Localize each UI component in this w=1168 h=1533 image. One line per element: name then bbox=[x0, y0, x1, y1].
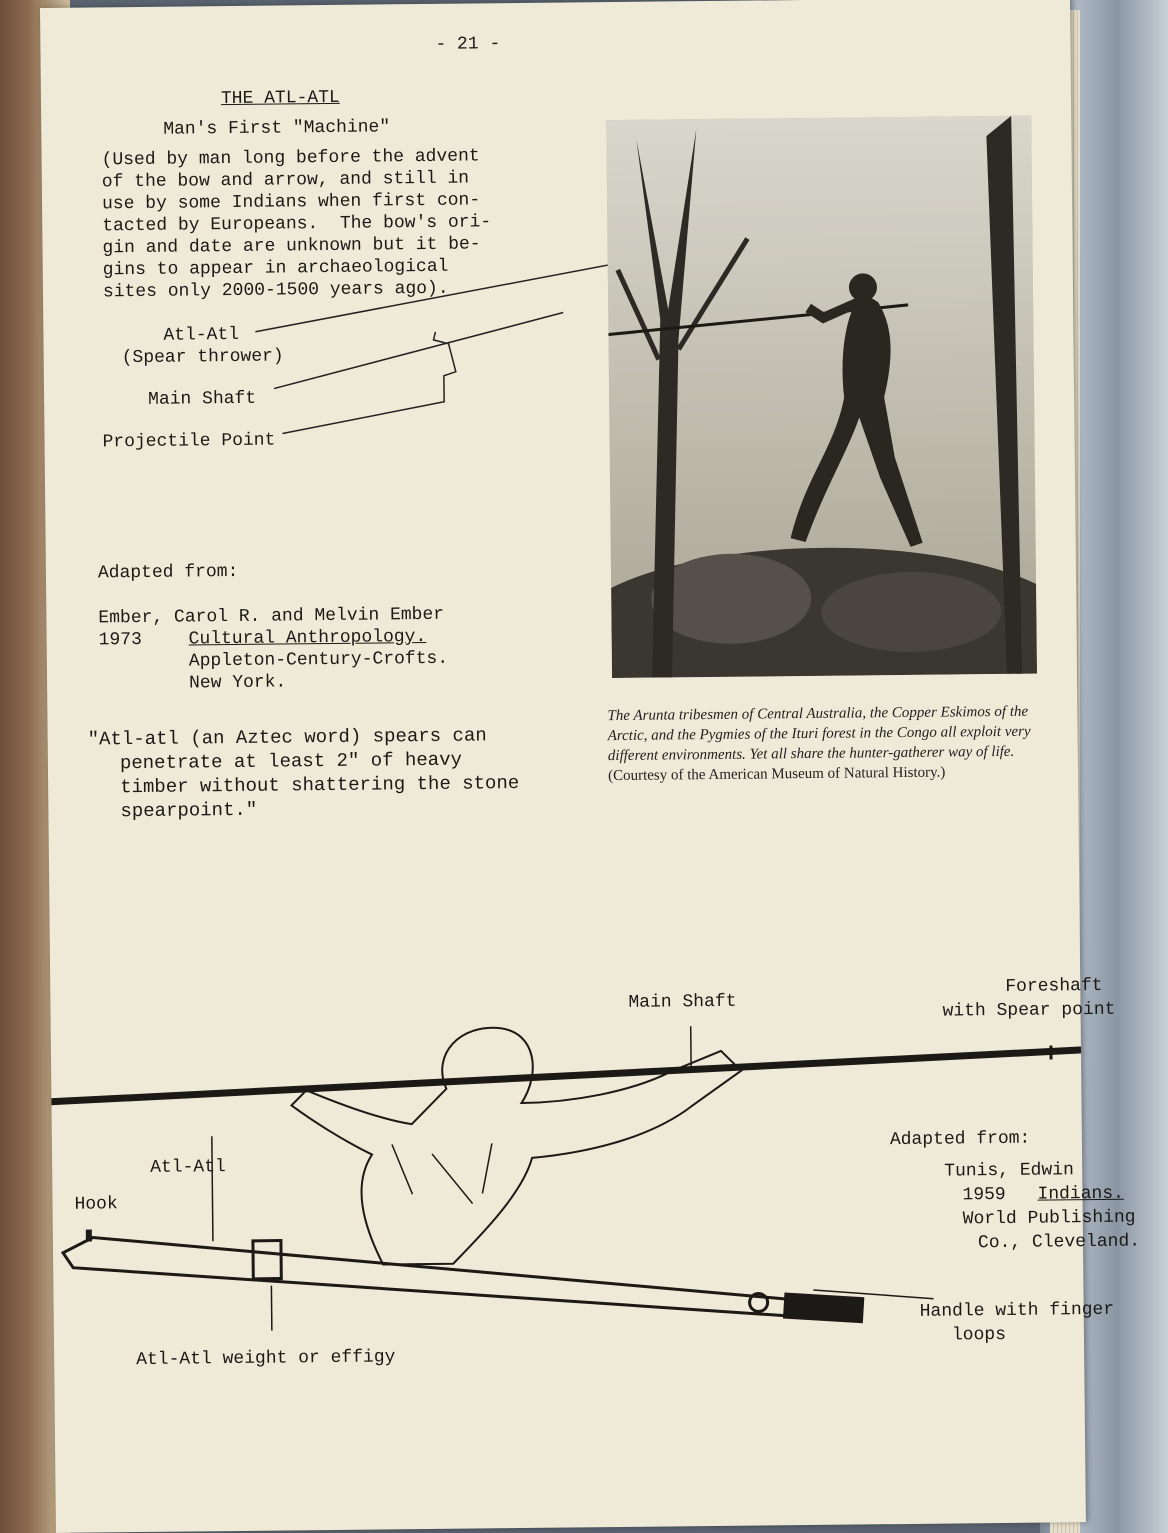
label-atlatl: Atl-Atl bbox=[163, 324, 240, 346]
quote-line: timber without shattering the stone bbox=[120, 772, 520, 799]
document-page bbox=[40, 0, 1141, 1533]
photo-credit: (Courtesy of the American Museum of Natural History.) bbox=[607, 764, 946, 785]
label-spear-point: with Spear point bbox=[942, 999, 1116, 1022]
adapted-heading-1: Adapted from: bbox=[97, 561, 239, 584]
intro-line: sites only 2000-1500 years ago). bbox=[102, 278, 449, 303]
intro-line: gins to appear in archaeological bbox=[102, 256, 449, 281]
quote-line: penetrate at least 2" of heavy bbox=[119, 748, 463, 775]
quote-line: spearpoint." bbox=[120, 798, 258, 823]
label-main-shaft-2: Main Shaft bbox=[628, 991, 737, 1013]
label-foreshaft: Foreshaft bbox=[1005, 975, 1103, 997]
page-number: - 21 - bbox=[435, 34, 501, 55]
label-loops: loops bbox=[951, 1324, 1007, 1346]
label-spear-thrower: (Spear thrower) bbox=[121, 346, 284, 369]
citation-publisher: Appleton-Century-Crofts. bbox=[188, 648, 449, 672]
citation-authors: Ember, Carol R. and Melvin Ember bbox=[98, 604, 445, 629]
adapted-heading-2: Adapted from: bbox=[889, 1128, 1031, 1151]
citation2-author: Tunis, Edwin bbox=[944, 1160, 1074, 1182]
photo-caption-text: The Arunta tribesmen of Central Australia, the Copper Eskimos of the Arctic, and the Pygmies of the Ituri forest in the Congo all exploit very different environments. Yet all share the hunter-gatherer way of life. bbox=[607, 703, 1031, 765]
citation2-city: Co., Cleveland. bbox=[977, 1231, 1141, 1254]
hunter-photo bbox=[606, 116, 1037, 678]
citation-city: New York. bbox=[188, 672, 287, 694]
label-main-shaft: Main Shaft bbox=[148, 388, 257, 410]
intro-line: use by some Indians when first con- bbox=[101, 190, 481, 215]
label-projectile-point: Projectile Point bbox=[102, 430, 276, 453]
citation-year: 1973 bbox=[98, 629, 142, 651]
page-subtitle: Man's First "Machine" bbox=[163, 117, 391, 140]
photo-caption bbox=[607, 702, 1038, 786]
label-atlatl-2: Atl-Atl bbox=[150, 1157, 226, 1178]
citation-book: Cultural Anthropology. bbox=[188, 626, 427, 650]
intro-line: of the bow and arrow, and still in bbox=[101, 168, 470, 193]
page-title: THE ATL-ATL bbox=[220, 87, 340, 110]
intro-line: tacted by Europeans. The bow's ori- bbox=[102, 212, 492, 237]
label-handle: Handle with finger bbox=[919, 1299, 1115, 1322]
label-weight: Atl-Atl weight or effigy bbox=[136, 1347, 396, 1371]
citation2-book: Indians. bbox=[1037, 1183, 1125, 1205]
label-hook: Hook bbox=[74, 1194, 118, 1215]
citation2-publisher: World Publishing bbox=[962, 1207, 1136, 1230]
intro-line: (Used by man long before the advent bbox=[101, 146, 480, 171]
quote-line: "Atl-atl (an Aztec word) spears can bbox=[87, 724, 487, 751]
citation2-year: 1959 bbox=[962, 1184, 1006, 1206]
intro-line: gin and date are unknown but it be- bbox=[102, 234, 481, 259]
